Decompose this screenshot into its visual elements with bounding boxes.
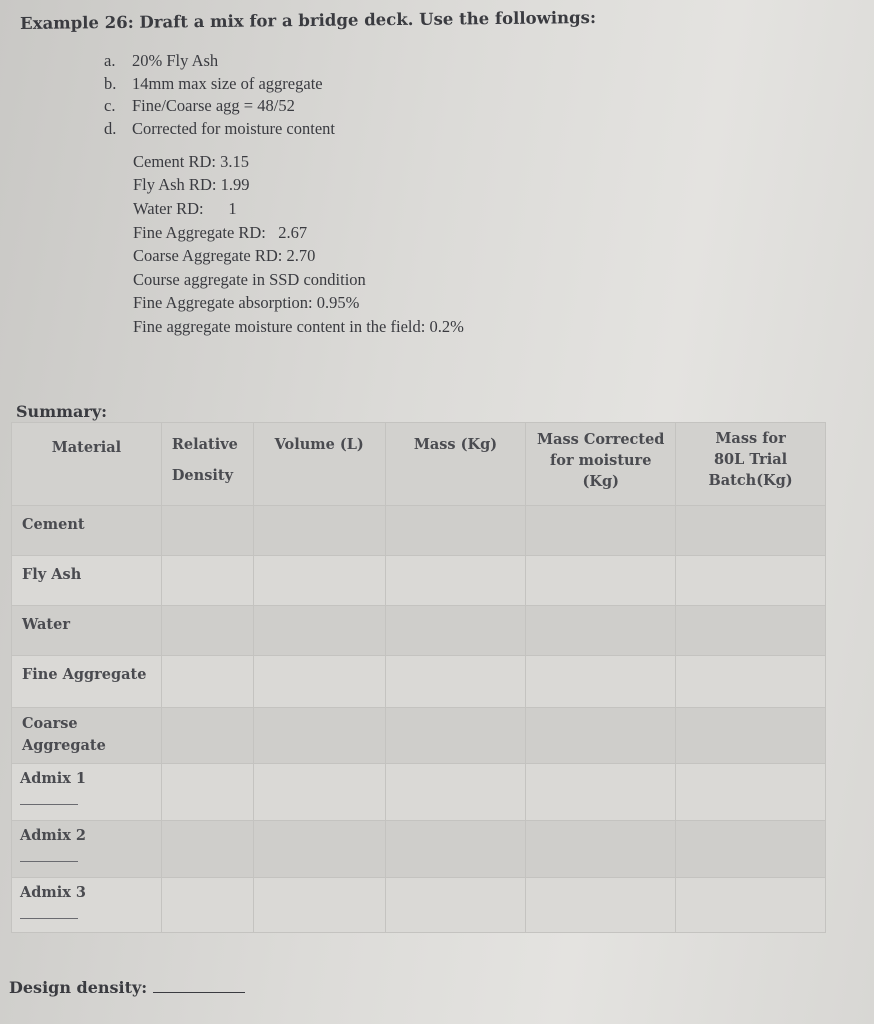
table-cell bbox=[526, 656, 676, 708]
table-cell bbox=[253, 821, 385, 878]
table-cell bbox=[526, 506, 676, 556]
row-label-water: Water bbox=[12, 606, 162, 656]
header-mass-corrected bbox=[526, 423, 676, 506]
table-row bbox=[12, 556, 826, 606]
row-label-coarse-aggregate bbox=[12, 708, 162, 764]
table-cell bbox=[385, 878, 526, 933]
table-cell bbox=[676, 708, 826, 764]
table-cell bbox=[161, 878, 253, 933]
table-cell bbox=[526, 821, 676, 878]
table-cell bbox=[253, 764, 385, 821]
item-letter: a. bbox=[104, 51, 116, 71]
property-line: Coarse Aggregate RD: 2.70 bbox=[133, 246, 316, 266]
requirements-list bbox=[104, 50, 335, 140]
table-cell bbox=[526, 708, 676, 764]
property-line: Fine Aggregate RD: 2.67 bbox=[133, 222, 308, 242]
row-label-admix-1 bbox=[12, 764, 162, 821]
header-mb-line2: 80L Trial bbox=[713, 451, 788, 468]
item-text: 20% Fly Ash bbox=[132, 51, 219, 71]
item-letter: d. bbox=[104, 118, 117, 138]
property-line: Fly Ash RD: 1.99 bbox=[133, 175, 250, 195]
list-item bbox=[104, 95, 335, 118]
item-text: Corrected for moisture content bbox=[132, 118, 335, 138]
table-cell bbox=[676, 821, 826, 878]
table-row bbox=[12, 656, 826, 708]
table-cell bbox=[676, 606, 826, 656]
header-mass: Mass (Kg) bbox=[385, 423, 526, 506]
property-line: Fine aggregate moisture content in the field: 0.2% bbox=[133, 316, 464, 336]
header-rd-line2: Density bbox=[171, 467, 233, 484]
table-row bbox=[12, 764, 826, 821]
row-label-fly-ash: Fly Ash bbox=[12, 556, 162, 606]
table-cell bbox=[676, 556, 826, 606]
table-cell bbox=[385, 821, 526, 878]
table-cell bbox=[161, 506, 253, 556]
item-text: 14mm max size of aggregate bbox=[132, 73, 323, 93]
property-line: Course aggregate in SSD condition bbox=[133, 269, 366, 289]
table-row bbox=[12, 708, 826, 764]
table-cell bbox=[253, 606, 385, 656]
header-relative-density bbox=[161, 423, 253, 506]
item-letter: c. bbox=[104, 96, 116, 116]
header-mb-line1: Mass for bbox=[715, 430, 786, 447]
admix2-label: Admix 2 bbox=[20, 827, 87, 844]
design-density bbox=[9, 978, 245, 997]
admix1-label: Admix 1 bbox=[20, 770, 87, 787]
table-cell bbox=[161, 821, 253, 878]
table-cell bbox=[385, 606, 526, 656]
summary-label: Summary: bbox=[16, 402, 108, 421]
table-row bbox=[12, 821, 826, 878]
row-label-cement: Cement bbox=[12, 506, 162, 556]
blank-line bbox=[153, 978, 245, 993]
table-cell bbox=[526, 878, 676, 933]
material-properties bbox=[133, 150, 464, 339]
table-cell bbox=[385, 656, 526, 708]
table-cell bbox=[676, 764, 826, 821]
blank-line bbox=[20, 904, 78, 919]
row-label-fine-aggregate: Fine Aggregate bbox=[12, 656, 162, 708]
table-cell bbox=[385, 708, 526, 764]
table-cell bbox=[253, 656, 385, 708]
header-mc-line3: (Kg) bbox=[582, 473, 619, 490]
property-line: Cement RD: 3.15 bbox=[133, 151, 249, 171]
row-label-admix-2 bbox=[12, 821, 162, 878]
admix3-label: Admix 3 bbox=[20, 884, 87, 901]
table-row bbox=[12, 606, 826, 656]
row-label-admix-3 bbox=[12, 878, 162, 933]
table-cell bbox=[676, 656, 826, 708]
table-cell bbox=[253, 878, 385, 933]
list-item bbox=[104, 73, 335, 96]
header-rd-line1: Relative bbox=[171, 436, 238, 453]
table-header-row bbox=[12, 423, 826, 506]
coarse-line1: Coarse bbox=[22, 715, 78, 732]
table-cell bbox=[161, 764, 253, 821]
table-cell bbox=[385, 556, 526, 606]
table-cell bbox=[526, 764, 676, 821]
coarse-line2: Aggregate bbox=[22, 737, 106, 754]
property-line: Water RD: 1 bbox=[133, 198, 237, 218]
table-cell bbox=[161, 708, 253, 764]
table-row bbox=[12, 878, 826, 933]
table-row bbox=[12, 506, 826, 556]
list-item bbox=[104, 50, 335, 73]
table-cell bbox=[676, 506, 826, 556]
list-item bbox=[104, 118, 335, 141]
header-volume: Volume (L) bbox=[253, 423, 385, 506]
design-density-label: Design density: bbox=[9, 978, 148, 997]
header-mb-line3: Batch(Kg) bbox=[708, 472, 793, 489]
item-text: Fine/Coarse agg = 48/52 bbox=[132, 96, 295, 116]
blank-line bbox=[20, 790, 78, 805]
header-material: Material bbox=[12, 423, 162, 506]
table-cell bbox=[526, 556, 676, 606]
table-cell bbox=[385, 764, 526, 821]
table-cell bbox=[385, 506, 526, 556]
example-title: Example 26: Draft a mix for a bridge deck. Use the followings: bbox=[20, 7, 597, 33]
table-cell bbox=[253, 708, 385, 764]
table-cell bbox=[253, 556, 385, 606]
header-mc-line2: for moisture bbox=[550, 452, 652, 469]
table-cell bbox=[161, 656, 253, 708]
table-cell bbox=[676, 878, 826, 933]
header-mass-batch bbox=[676, 423, 826, 506]
blank-line bbox=[20, 847, 78, 862]
header-mc-line1: Mass Corrected bbox=[537, 431, 665, 448]
table-cell bbox=[253, 506, 385, 556]
table-cell bbox=[161, 556, 253, 606]
summary-table bbox=[11, 422, 826, 933]
table-cell bbox=[161, 606, 253, 656]
property-line: Fine Aggregate absorption: 0.95% bbox=[133, 293, 360, 313]
table-cell bbox=[526, 606, 676, 656]
item-letter: b. bbox=[104, 73, 117, 93]
